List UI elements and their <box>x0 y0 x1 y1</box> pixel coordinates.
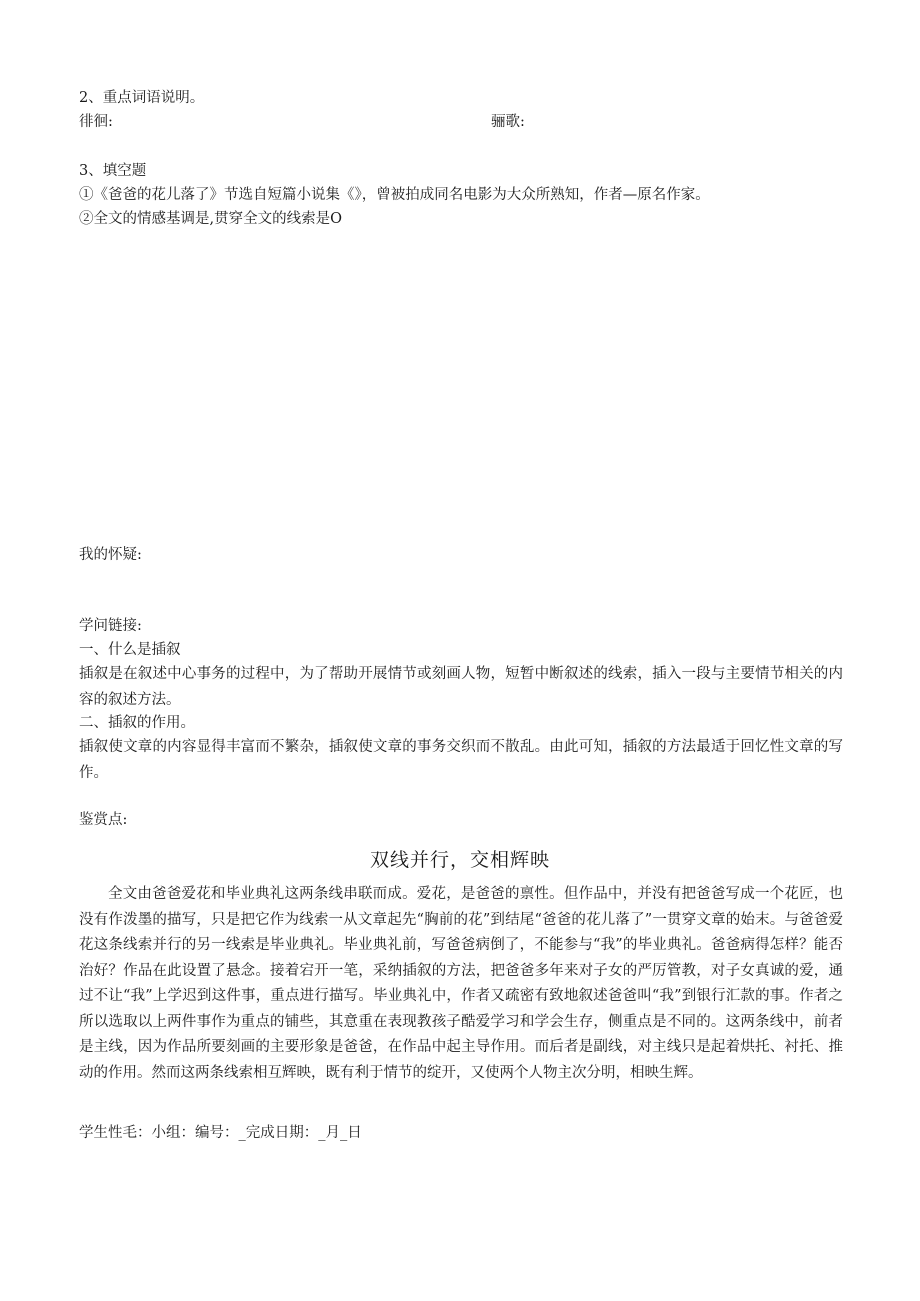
knowledge-heading-2: 二、插叙的作用。 <box>79 715 195 731</box>
appreciation-title: 双线并行，交相辉映 <box>369 849 550 871</box>
appreciation-label: 鉴赏点: <box>79 812 128 828</box>
term-paihuai-label: 徘徊: <box>79 114 113 130</box>
knowledge-link-label: 学问链接: <box>79 618 142 634</box>
fill-question-1: ①《爸爸的花儿落了》节选自短篇小说集《》，曾被拍成同名电影为大众所熟知，作者—原名作家。 <box>79 187 710 203</box>
section-3-heading: 3、填空题 <box>79 163 147 179</box>
knowledge-paragraph-2: 插叙使文章的内容显得丰富而不繁杂，插叙使文章的事务交织而不散乱。由此可知，插叙的方法最适于回忆性文章的写作。 <box>79 739 843 781</box>
term-lige-label: 骊歌: <box>491 114 525 130</box>
appreciation-body: 全文由爸爸爱花和毕业典礼这两条线串联而成。爱花，是爸爸的禀性。但作品中，并没有把爸爸写成一个花匠，也没有作泼墨的描写，只是把它作为线索一从文章起先“胸前的花”到结尾“爸爸的花儿落了”一贯穿文章的始末。与爸爸爱花这条线索并行的另一线索是毕业典礼。毕业典礼前，写爸爸病倒了，不能参与“我”的毕业典礼。爸爸病得怎样？能否治好？作品在此设置了悬念。接着宕开一笔，采纳插叙的方法，把爸爸多年来对子女的严厉管教，对子女真诚的爱，通过不让“我”上学迟到这件事，重点进行描写。毕业典礼中，作者又疏密有致地叙述爸爸叫“我”到银行汇款的事。作者之所以选取以上两件事作为重点的铺些，其意重在表现教孩子酷爱学习和学会生存，侧重点是不同的。这两条线中，前者是主线，因为作品所要刻画的主要形象是爸爸，在作品中起主导作用。而后者是副线，对主线只是起着烘托、衬托、推动的作用。然而这两条线索相互辉映，既有利于情节的绽开，又使两个人物主次分明，相映生辉。 <box>79 886 843 1081</box>
section-2-heading: 2、重点词语说明。 <box>79 90 205 106</box>
footer-student-info: 学生性毛：小组：编号：_完成日期：_月_日 <box>79 1125 362 1141</box>
fill-question-2: ②全文的情感基调是,贯穿全文的线索是O <box>79 211 342 227</box>
knowledge-paragraph-1: 插叙是在叙述中心事务的过程中，为了帮助开展情节或刻画人物，短暂中断叙述的线索，插入一段与主要情节相关的内容的叙述方法。 <box>79 666 843 708</box>
knowledge-heading-1: 一、什么是插叙 <box>79 642 181 658</box>
my-doubt-label: 我的怀疑: <box>79 547 142 563</box>
